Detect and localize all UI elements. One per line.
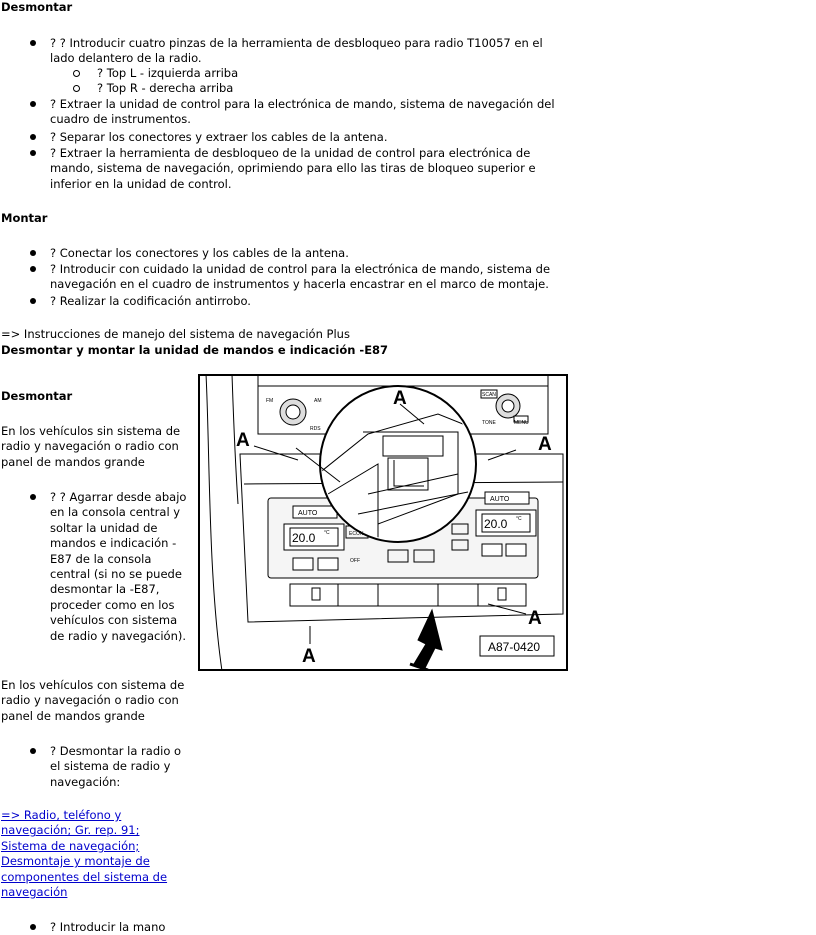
econ-label: ECON bbox=[349, 531, 364, 537]
section-heading-desmontar: Desmontar bbox=[1, 0, 73, 14]
unit-label: °C bbox=[516, 516, 522, 522]
scan-label: SCAN bbox=[482, 392, 496, 398]
temp-display-left: 20.0 bbox=[292, 531, 316, 545]
paragraph: En los vehículos con sistema de radio y navegación o radio con panel de mandos grande bbox=[1, 678, 185, 723]
list-item: ? ? Introducir cuatro pinzas de la herramienta de desbloqueo para radio T10057 en el lado delantero de la radio. bbox=[50, 36, 543, 66]
sub-bullet bbox=[73, 85, 80, 92]
section-heading-montar: Montar bbox=[1, 211, 48, 225]
figure-label-a: A bbox=[236, 430, 250, 451]
off-label: OFF bbox=[350, 558, 360, 564]
bullet bbox=[30, 250, 36, 256]
figure-a87-0420 bbox=[198, 374, 568, 671]
section-title: Desmontar y montar la unidad de mandos e indicación -E87 bbox=[1, 343, 389, 357]
bullet bbox=[30, 40, 36, 46]
section-heading-desmontar-2: Desmontar bbox=[1, 389, 73, 403]
bullet bbox=[30, 101, 36, 107]
tone-label: TONE bbox=[482, 420, 496, 426]
auto-label: AUTO bbox=[490, 496, 510, 503]
list-subitem: ? Top R - derecha arriba bbox=[97, 81, 234, 95]
figure-label-a: A bbox=[528, 608, 542, 629]
list-item: ? Introducir la mano bbox=[50, 920, 166, 934]
paragraph: En los vehículos sin sistema de radio y navegación o radio con panel de mandos grande bbox=[1, 424, 181, 469]
figure-label-a: A bbox=[538, 434, 552, 455]
list-item: ? Conectar los conectores y los cables de la antena. bbox=[50, 246, 349, 260]
am-label: AM bbox=[314, 398, 322, 404]
list-item: ? Realizar la codificación antirrobo. bbox=[50, 294, 251, 308]
bullet bbox=[30, 266, 36, 272]
list-item: ? ? Agarrar desde abajo en la consola central y soltar la unidad de mandos e indicación -E87 de la consola central (si no se puede desmontar la -E87, proceder como en los vehículos con sistema de radio y navegación). bbox=[50, 490, 187, 643]
figure-label-a: A bbox=[302, 646, 316, 667]
bullet bbox=[30, 298, 36, 304]
list-subitem: ? Top L - izquierda arriba bbox=[97, 66, 239, 80]
fm-label: FM bbox=[266, 398, 274, 404]
bullet bbox=[30, 924, 36, 930]
auto-label: AUTO bbox=[298, 510, 318, 517]
list-item: ? Introducir con cuidado la unidad de control para la electrónica de mando, sistema de navegación en el cuadro de instrumentos y hacerla encastrar en el marco de montaje. bbox=[50, 262, 551, 292]
bullet bbox=[30, 134, 36, 140]
rds-label: RDS bbox=[310, 426, 321, 432]
radio-nav-link[interactable]: => Radio, teléfono y navegación; Gr. rep. 91; Sistema de navegación; Desmontaje y montaje de componentes del sistema de navegación bbox=[1, 808, 168, 900]
bullet bbox=[30, 494, 36, 500]
figure-label-a: A bbox=[393, 388, 407, 409]
list-item: ? Extraer la unidad de control para la electrónica de mando, sistema de navegación del cuadro de instrumentos. bbox=[50, 97, 555, 127]
menu-label: MENU bbox=[514, 420, 529, 426]
bullet bbox=[30, 748, 36, 754]
figure-code: A87-0420 bbox=[488, 640, 541, 654]
sub-bullet bbox=[73, 70, 80, 77]
unit-label: °C bbox=[324, 530, 330, 536]
list-item: ? Separar los conectores y extraer los cables de la antena. bbox=[50, 130, 388, 144]
bullet bbox=[30, 150, 36, 156]
list-item: ? Extraer la herramienta de desbloqueo de la unidad de control para electrónica de mando, sistema de navegación, oprimiendo para ello las tiras de bloqueo superior e inferior en la unidad de control. bbox=[50, 146, 536, 191]
nav-instructions-line: => Instrucciones de manejo del sistema de navegación Plus bbox=[1, 327, 350, 341]
temp-display-right: 20.0 bbox=[484, 517, 508, 531]
list-item: ? Desmontar la radio o el sistema de radio y navegación: bbox=[50, 744, 182, 789]
